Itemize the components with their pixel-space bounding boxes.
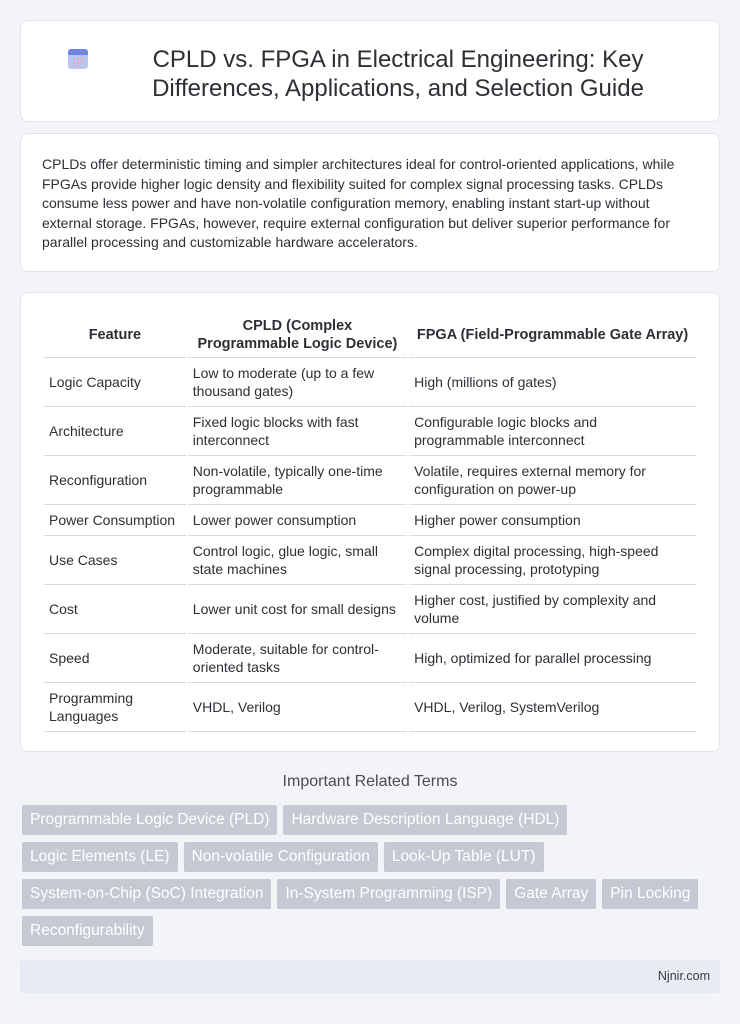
footer-site-link[interactable]: Njnir.com — [657, 969, 710, 983]
related-terms-list — [22, 805, 722, 946]
comparison-table — [42, 312, 698, 732]
row-cpld-cell: Low to moderate (up to a few thousand gates) — [188, 358, 407, 407]
row-cpld-cell: Lower power consumption — [188, 505, 407, 536]
row-cpld-cell: VHDL, Verilog — [188, 683, 407, 732]
tag-soc-integration[interactable]: System-on-Chip (SoC) Integration — [22, 879, 271, 909]
summary-card — [20, 133, 720, 272]
tag-pin-locking[interactable]: Pin Locking — [602, 879, 698, 909]
row-feature-cell: Architecture — [44, 407, 186, 456]
chip-grid-icon — [66, 47, 90, 71]
tag-logic-elements[interactable]: Logic Elements (LE) — [22, 842, 178, 872]
row-fpga-cell: VHDL, Verilog, SystemVerilog — [409, 683, 696, 732]
tag-lut[interactable]: Look-Up Table (LUT) — [384, 842, 544, 872]
title-card — [20, 20, 720, 122]
related-terms-heading: Important Related Terms — [282, 773, 458, 790]
table-header-row — [44, 312, 696, 358]
table-row — [44, 585, 696, 634]
row-feature-cell: Logic Capacity — [44, 358, 186, 407]
tag-gate-array[interactable]: Gate Array — [506, 879, 596, 909]
tag-reconfigurability[interactable]: Reconfigurability — [22, 916, 153, 946]
summary-paragraph: CPLDs offer deterministic timing and simpler architectures ideal for control-oriented applications, while FPGAs provide higher logic density and flexibility suited for complex signal processing tasks. CPLDs consume less power and have non-volatile configuration memory, enabling instant start-up without external storage. FPGAs, however, require external configuration but deliver superior performance for parallel processing and customizable hardware accelerators. — [42, 156, 675, 250]
table-row — [44, 407, 696, 456]
row-fpga-cell: Complex digital processing, high-speed signal processing, prototyping — [409, 536, 696, 585]
row-fpga-cell: Higher power consumption — [409, 505, 696, 536]
comparison-table-card — [20, 292, 720, 752]
row-fpga-cell: Higher cost, justified by complexity and volume — [409, 585, 696, 634]
footer-bar — [20, 960, 720, 993]
tag-pld[interactable]: Programmable Logic Device (PLD) — [22, 805, 277, 835]
row-feature-cell: Reconfiguration — [44, 456, 186, 505]
tag-hdl[interactable]: Hardware Description Language (HDL) — [283, 805, 567, 835]
row-feature-cell: Power Consumption — [44, 505, 186, 536]
row-fpga-cell: Configurable logic blocks and programmable interconnect — [409, 407, 696, 456]
header-feature: Feature — [44, 312, 186, 358]
tag-isp[interactable]: In-System Programming (ISP) — [277, 879, 500, 909]
row-cpld-cell: Moderate, suitable for control-oriented tasks — [188, 634, 407, 683]
header-fpga: FPGA (Field-Programmable Gate Array) — [409, 312, 696, 358]
table-row — [44, 536, 696, 585]
row-cpld-cell: Lower unit cost for small designs — [188, 585, 407, 634]
table-row — [44, 683, 696, 732]
row-feature-cell: Cost — [44, 585, 186, 634]
row-cpld-cell: Non-volatile, typically one-time programmable — [188, 456, 407, 505]
row-cpld-cell: Fixed logic blocks with fast interconnect — [188, 407, 407, 456]
row-cpld-cell: Control logic, glue logic, small state machines — [188, 536, 407, 585]
table-row — [44, 634, 696, 683]
row-fpga-cell: High (millions of gates) — [409, 358, 696, 407]
page-title: CPLD vs. FPGA in Electrical Engineering: Key Differences, Applications, and Selection Guide — [152, 46, 644, 102]
tag-non-volatile-configuration[interactable]: Non-volatile Configuration — [184, 842, 378, 872]
row-fpga-cell: High, optimized for parallel processing — [409, 634, 696, 683]
row-fpga-cell: Volatile, requires external memory for configuration on power-up — [409, 456, 696, 505]
table-row — [44, 505, 696, 536]
row-feature-cell: Programming Languages — [44, 683, 186, 732]
row-feature-cell: Use Cases — [44, 536, 186, 585]
row-feature-cell: Speed — [44, 634, 186, 683]
table-row — [44, 358, 696, 407]
header-cpld: CPLD (Complex Programmable Logic Device) — [188, 312, 407, 358]
table-row — [44, 456, 696, 505]
